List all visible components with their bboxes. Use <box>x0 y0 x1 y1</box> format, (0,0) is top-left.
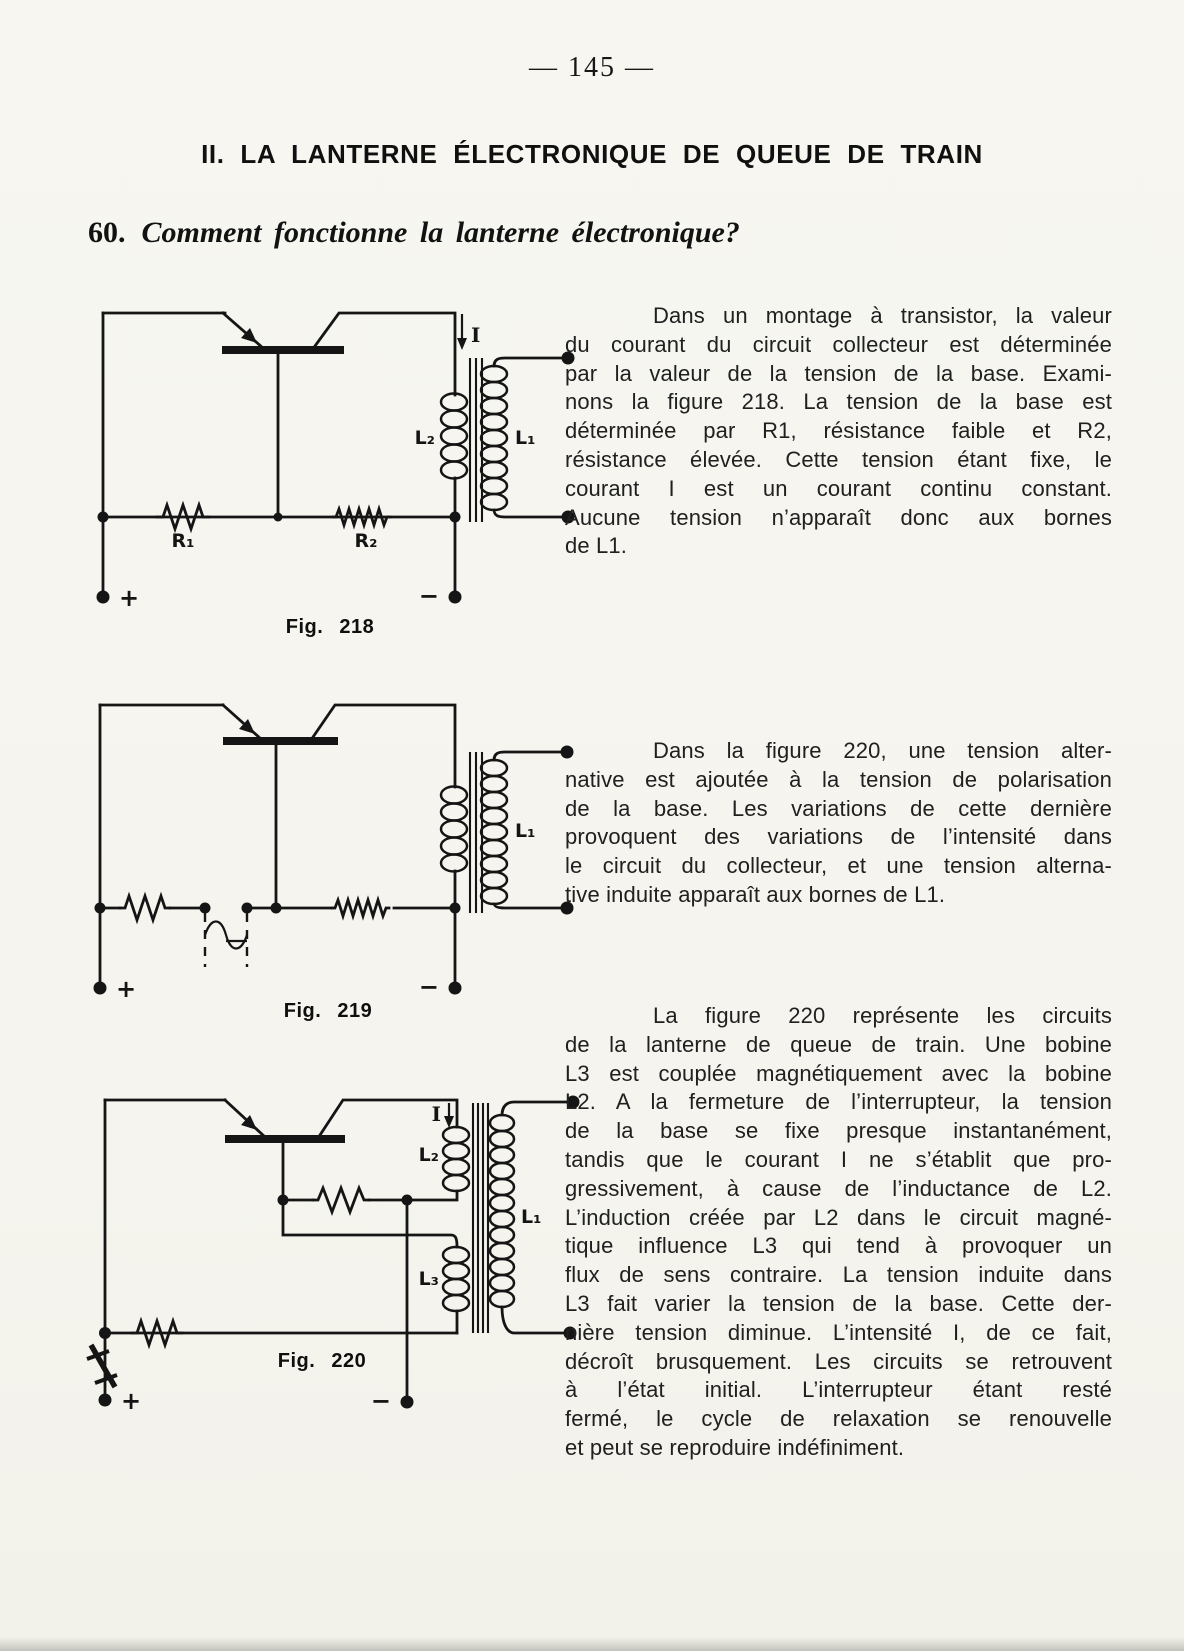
section-heading <box>88 216 740 250</box>
fig-218-circuit-diagram <box>85 300 585 615</box>
fig218-label-r1: R₁ <box>171 530 195 552</box>
fig219-ac-source <box>205 913 247 967</box>
fig218-coil-l2 <box>441 394 467 518</box>
text-line: provoquent des variations de l’intensité dans <box>565 824 1112 850</box>
fig220-label-minus: − <box>370 1387 391 1415</box>
fig218-current-arrow-icon <box>457 314 480 350</box>
fig218-terminal-plus <box>97 591 110 604</box>
fig220-switch <box>87 1345 117 1387</box>
fig219-transistor <box>223 719 338 745</box>
text-line: tandis que le courant I ne s’établit que pro- <box>565 1146 1112 1172</box>
text-line: de L1. <box>565 533 628 559</box>
text-line: le circuit du collecteur, et une tension alterna- <box>565 853 1112 879</box>
fig220-coil-l2 <box>443 1127 469 1191</box>
text-line: de la lanterne de queue de train. Une bobine <box>565 1031 1112 1057</box>
fig220-label-l2: L₂ <box>418 1144 439 1166</box>
fig220-coil-l3 <box>443 1247 469 1311</box>
fig218-caption: Fig. 218 <box>285 616 375 638</box>
text-line: et peut se reproduire indéfiniment. <box>565 1434 905 1460</box>
fig218-label-l1: L₁ <box>515 427 536 449</box>
text-line: décroît brusquement. Les circuits se retrouvent <box>565 1348 1112 1374</box>
text-line: La figure 220 représente les circuits <box>653 1003 1112 1028</box>
text-line: L’induction créée par L2 dans le circuit magné- <box>565 1204 1112 1230</box>
fig220-transistor <box>225 1115 345 1143</box>
text-line: de la base. Les variations de cette dernière <box>565 795 1112 821</box>
fig219-wires <box>100 705 455 988</box>
section-number: 60. <box>88 216 126 249</box>
fig218-label-current: I <box>471 323 481 347</box>
fig219-terminal-plus <box>94 982 107 995</box>
fig219-resistor-r2 <box>332 900 389 916</box>
fig218-label-plus: + <box>119 584 140 612</box>
fig220-label-l1: L₁ <box>521 1206 542 1228</box>
fig219-resistor-r1 <box>120 896 170 920</box>
fig218-label-r2: R₂ <box>354 530 378 552</box>
fig218-terminal-minus <box>449 591 462 604</box>
text-line: L2. A la fermeture de l’interrupteur, la tension <box>565 1089 1112 1115</box>
text-line: fermé, le cycle de relaxation se renouvelle <box>565 1406 1112 1432</box>
text-line: par la valeur de la tension de la base. Exami- <box>565 360 1112 386</box>
sine-wave-icon <box>205 922 247 949</box>
fig220-caption: Fig. 220 <box>277 1350 367 1372</box>
fig220-label-plus: + <box>121 1387 142 1415</box>
text-line: du courant du circuit collecteur est déterminée <box>565 331 1112 357</box>
text-line: Dans un montage à transistor, la valeur <box>653 303 1112 328</box>
paragraph-fig219 <box>565 737 1112 910</box>
fig220-base-resistor <box>313 1188 369 1212</box>
fig219-caption: Fig. 219 <box>283 1000 373 1022</box>
text-line: nière tension diminue. L’intensité I, de ce fait, <box>565 1319 1112 1345</box>
text-line: native est ajoutée à la tension de polarisation <box>565 766 1112 792</box>
fig219-label-minus: − <box>418 973 439 1001</box>
fig218-label-minus: − <box>418 582 439 610</box>
text-line: résistance élevée. Cette tension étant fixe, le <box>565 446 1112 472</box>
text-line: de la base se fixe presque instantanément, <box>565 1118 1112 1144</box>
paragraph-fig220 <box>565 1002 1112 1463</box>
text-line: à l’état initial. L’interrupteur étant resté <box>565 1377 1112 1403</box>
fig220-terminal-plus <box>99 1394 112 1407</box>
fig220-label-l3: L₃ <box>418 1268 439 1290</box>
fig220-terminal-minus <box>401 1396 414 1409</box>
text-line: Aucune tension n’apparaît donc aux bornes <box>565 504 1112 530</box>
text-line: flux de sens contraire. La tension induite dans <box>565 1262 1112 1288</box>
fig219-terminal-minus <box>449 982 462 995</box>
text-line: courant I est un courant continu constant. <box>565 475 1112 501</box>
fig220-transformer-core <box>473 1103 488 1333</box>
section-question: Comment fonctionne la lanterne électronique? <box>141 216 740 249</box>
fig-219-circuit-diagram <box>85 695 585 1007</box>
text-line: gressivement, à cause de l’inductance de L2. <box>565 1175 1112 1201</box>
fig219-label-l1: L₁ <box>515 820 536 842</box>
page-title: II. LA LANTERNE ÉLECTRONIQUE DE QUEUE DE TRAIN <box>201 139 983 169</box>
text-line: tique influence L3 qui tend à provoquer un <box>565 1233 1112 1259</box>
fig220-current-arrow-icon <box>432 1102 454 1128</box>
paragraph-fig218 <box>565 302 1112 561</box>
page-number: — 145 — <box>529 52 655 83</box>
fig220-label-current: I <box>431 1102 441 1126</box>
text-line: L3 est couplée magnétiquement avec la bobine <box>565 1060 1112 1086</box>
text-line: tive induite apparaît aux bornes de L1. <box>565 881 946 907</box>
fig218-resistor-r2 <box>333 509 390 525</box>
text-line: L3 fait varier la tension de la base. Cette der- <box>565 1290 1112 1316</box>
fig219-coil-l2 <box>441 787 467 909</box>
fig219-label-plus: + <box>116 975 137 1003</box>
fig218-label-l2: L₂ <box>414 427 435 449</box>
fig218-junctions <box>97 352 575 604</box>
fig218-wires <box>103 313 455 597</box>
text-line: déterminée par R1, résistance faible et R2, <box>565 418 1112 444</box>
text-line: nons la figure 218. La tension de la base est <box>565 389 1112 415</box>
text-line: Dans la figure 220, une tension alter- <box>653 738 1112 763</box>
